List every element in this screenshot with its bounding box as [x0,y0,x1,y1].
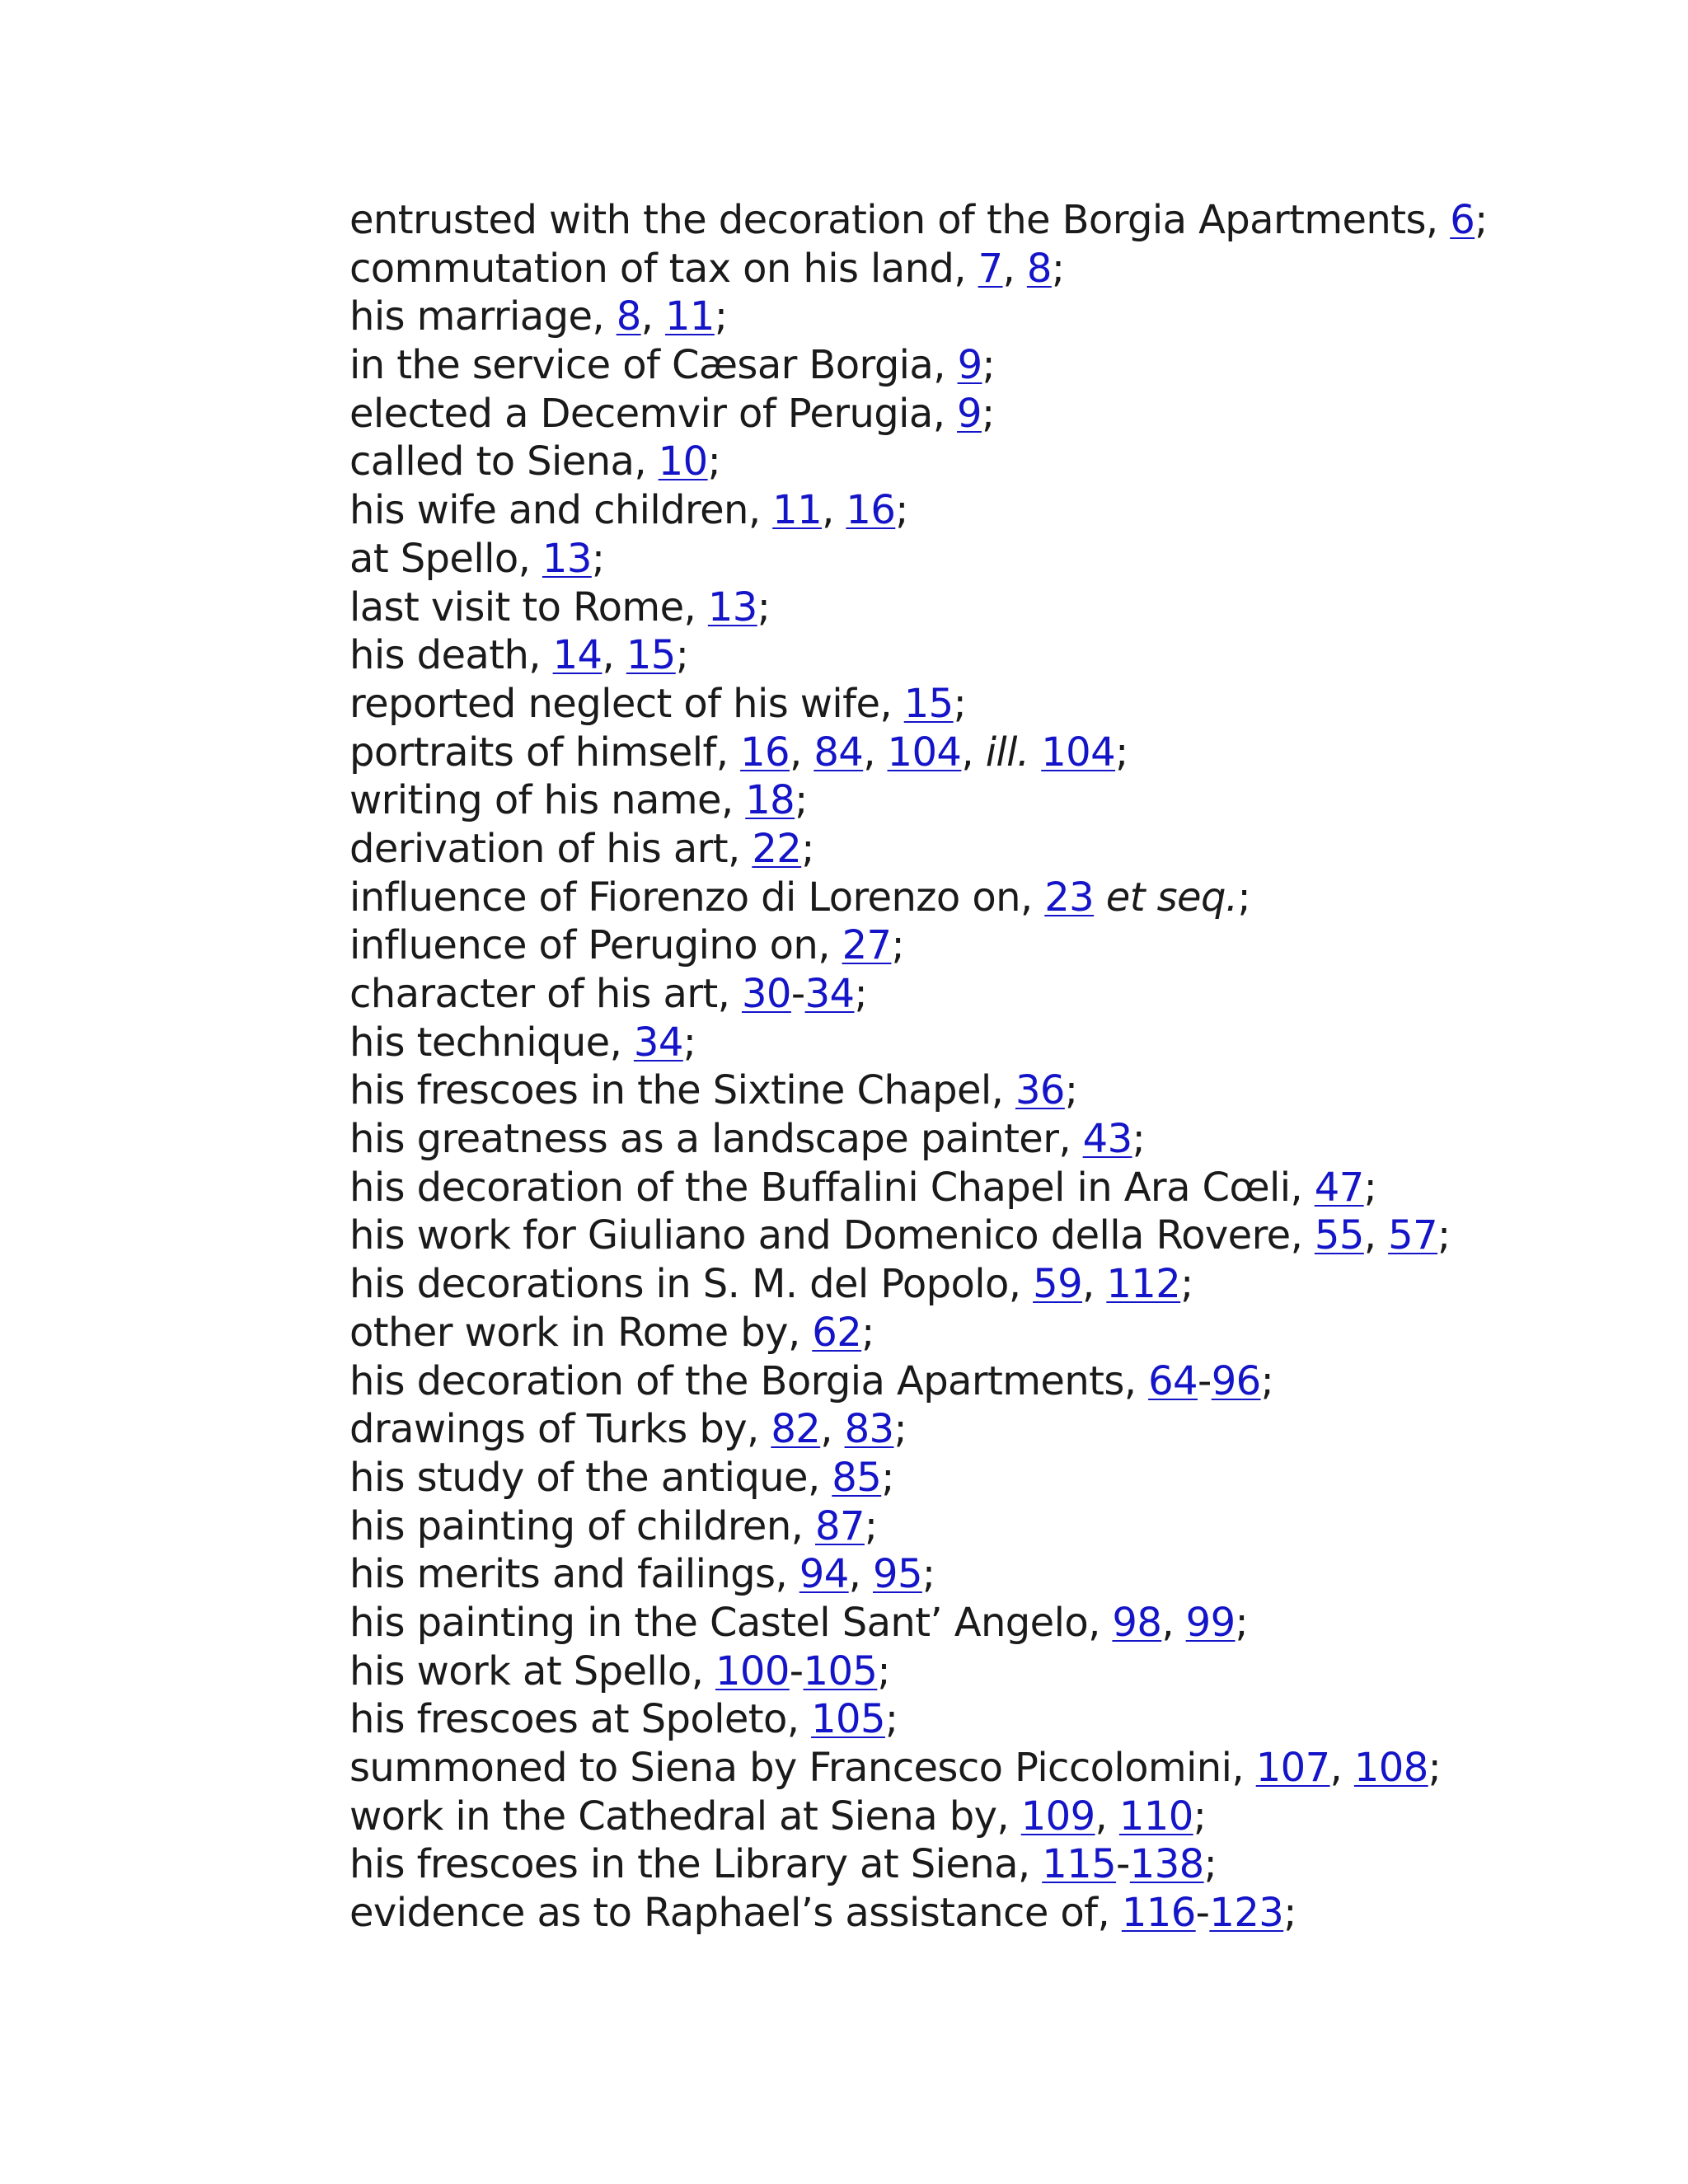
page-link[interactable]: 109 [1020,1793,1095,1840]
index-entry-text: drawings of Turks by, [349,1406,771,1453]
index-entry-text: ; [1064,1067,1078,1114]
page-link[interactable]: 62 [812,1309,862,1356]
index-entry-text: , [640,293,665,340]
page-link[interactable]: 23 [1044,874,1095,921]
page-link[interactable]: 64 [1148,1357,1198,1404]
index-entry-text: - [790,971,805,1017]
page-link[interactable]: 7 [978,245,1003,292]
index-entry-text: , [848,1551,873,1598]
index-entry-text: - [789,1647,804,1694]
index-entry [349,1793,1635,1841]
page-link[interactable]: 112 [1106,1261,1181,1308]
index-entry-text: his work for Giuliano and Domenico della Rovere, [349,1212,1315,1259]
index-entry-text: , [1002,245,1027,292]
page-link[interactable]: 36 [1015,1067,1065,1114]
page-link[interactable]: 105 [803,1647,878,1694]
index-entry-text: ; [861,1309,874,1356]
page-link[interactable]: 10 [658,438,708,485]
index-entry-text: elected a Decemvir of Perugia, [349,390,958,437]
page-link[interactable]: 47 [1314,1164,1364,1211]
index-entry-text: , [822,487,846,534]
page-link[interactable]: 87 [815,1502,865,1549]
page-link[interactable]: 15 [903,680,954,727]
index-entry-text: , [1363,1212,1389,1259]
index-entry-text: , [863,729,888,776]
page-link[interactable]: 16 [740,729,790,776]
index-entry [349,438,1635,486]
index-entry-text: , [1095,1793,1119,1840]
index-entry [349,680,1635,729]
index-entry-text: ; [1260,1357,1274,1404]
index-entry [349,1164,1635,1212]
index-entry [349,729,1635,777]
page-link[interactable]: 15 [626,632,676,679]
page-link[interactable]: 108 [1353,1745,1428,1791]
index-entry-text: ; [1475,197,1488,243]
page-link[interactable]: 34 [804,971,855,1017]
index-entry-text [1094,874,1106,921]
index-entry-text: his painting of children, [349,1502,815,1549]
page-link[interactable]: 11 [664,293,715,340]
index-entry-text: writing of his name, [349,777,746,824]
page-link[interactable]: 100 [715,1647,790,1694]
index-entry-text: ; [1193,1793,1207,1840]
index-entry-text: ; [707,438,721,485]
index-entry-text: his frescoes in the Sixtine Chapel, [349,1067,1015,1114]
index-entry-text: ; [1363,1164,1377,1211]
index-entry-text: influence of Perugino on, [349,922,842,969]
index-entry-text: his work at Spello, [349,1647,715,1694]
index-entry-text: , [961,729,986,776]
page-link[interactable]: 107 [1255,1745,1330,1791]
index-entry-text: his study of the antique, [349,1454,832,1501]
index-entry [349,1889,1635,1938]
page-link[interactable]: 84 [814,729,864,776]
page-link[interactable]: 6 [1450,197,1475,243]
index-entry [349,1405,1635,1454]
page-link[interactable]: 59 [1033,1261,1083,1308]
index-entry-text: in the service of Cæsar Borgia, [349,342,958,389]
index-entry-text: his frescoes in the Library at Siena, [349,1841,1043,1888]
index-entry-text: , [1082,1261,1107,1308]
index-entry-text: ; [1283,1890,1296,1937]
index-entry-text: ; [1235,1599,1249,1646]
index-entry [349,874,1635,922]
index-entry-text: entrusted with the decoration of the Borgia Apartments, [349,197,1451,243]
index-entry [349,825,1635,874]
page-link[interactable]: 57 [1388,1212,1438,1259]
index-entry-text: ; [1237,874,1251,921]
index-entry-text: ; [1428,1745,1442,1791]
index-entry [349,1550,1635,1599]
index-entry-text: ; [895,487,908,534]
index-entry [349,1599,1635,1647]
index-entry-text: ; [801,825,814,872]
index-entry [349,245,1635,293]
page-link[interactable]: 18 [745,777,795,824]
index-entry-text: ; [1437,1212,1451,1259]
page-link[interactable]: 104 [1041,729,1116,776]
page-link[interactable]: 105 [811,1696,885,1743]
index-entry-text: his death, [349,632,553,679]
index-entry [349,486,1635,535]
index-entry [349,1066,1635,1115]
index-entry-text: influence of Fiorenzo di Lorenzo on, [349,874,1045,921]
index-entry-text: ; [591,535,605,582]
page-link[interactable]: 138 [1129,1841,1204,1888]
page-link[interactable]: 9 [957,342,982,389]
index-entry-text: ; [1203,1841,1217,1888]
index-entry-text: ; [1051,245,1065,292]
index-entry [349,1454,1635,1502]
index-entry-text: his greatness as a landscape painter, [349,1116,1083,1163]
index-entry [349,1744,1635,1793]
index-entry-text: commutation of tax on his land, [349,245,978,292]
index-italic-text: ill. [985,729,1029,776]
index-entry-text: ; [1132,1116,1146,1163]
index-entry-text: his decoration of the Buffalini Chapel in Ara Cœli, [349,1164,1315,1211]
page-link[interactable]: 82 [771,1406,821,1453]
index-entry [349,1840,1635,1889]
page-link[interactable]: 104 [887,729,962,776]
page-link[interactable]: 85 [832,1454,882,1501]
index-entry-text: ; [1115,729,1128,776]
index-entry-text: derivation of his art, [349,825,753,872]
page-link[interactable]: 98 [1112,1599,1162,1646]
index-entry-text: ; [757,583,771,630]
page-link[interactable]: 116 [1121,1890,1196,1937]
index-entry [349,293,1635,341]
page-link[interactable]: 95 [873,1551,922,1598]
index-entry-text: his technique, [349,1019,634,1066]
index-entry [349,1019,1635,1067]
index-entry-text: reported neglect of his wife, [349,680,904,727]
index-entry-text: ; [864,1502,878,1549]
index-entry [349,196,1635,245]
index-entry-text: ; [884,1696,898,1743]
index-entry-text: ; [714,293,728,340]
index-entry-text: ; [881,1454,894,1501]
page-link[interactable]: 13 [707,583,757,630]
index-entry-text: portraits of himself, [349,729,741,776]
index-entry-text: , [602,632,626,679]
index-entry [349,1357,1635,1406]
index-entry [349,1212,1635,1260]
index-entry [349,1647,1635,1696]
page-link[interactable]: 94 [799,1551,849,1598]
page-link[interactable]: 115 [1042,1841,1117,1888]
page-link[interactable]: 34 [633,1019,683,1066]
index-entry-text: ; [891,922,905,969]
index-entry-text: - [1197,1357,1212,1404]
index-entry-text: ; [854,971,868,1017]
index-entry [349,583,1635,632]
index-entry-text: ; [953,680,967,727]
page-link[interactable]: 8 [616,293,641,340]
index-entry [349,535,1635,583]
page-link[interactable]: 96 [1211,1357,1261,1404]
index-entry-text: ; [893,1406,907,1453]
index-entry [349,1309,1635,1357]
index-entry-text: , [1329,1745,1354,1791]
index-entry-list [349,196,1635,1938]
index-entry-text: his wife and children, [349,487,773,534]
index-entry-text: his painting in the Castel Sant’ Angelo, [349,1599,1113,1646]
index-entry-text: other work in Rome by, [349,1309,813,1356]
page-link[interactable]: 123 [1209,1890,1284,1937]
page-link[interactable]: 30 [741,971,791,1017]
index-entry-text: , [820,1406,845,1453]
page-link[interactable]: 55 [1314,1212,1364,1259]
index-entry-text: , [789,729,814,776]
index-entry-text: work in the Cathedral at Siena by, [349,1793,1021,1840]
index-entry [349,1695,1635,1744]
index-entry-text: called to Siena, [349,438,659,485]
index-entry [349,631,1635,680]
page-link[interactable]: 9 [957,390,982,437]
index-entry-text: - [1116,1841,1130,1888]
index-entry-text: last visit to Rome, [349,583,708,630]
page-link[interactable]: 11 [772,487,823,534]
index-entry-text: summoned to Siena by Francesco Piccolomini, [349,1745,1256,1791]
index-entry-text: ; [682,1019,696,1066]
index-entry-text [1029,729,1042,776]
page-link[interactable]: 110 [1118,1793,1193,1840]
index-entry-text: , [1161,1599,1186,1646]
index-entry [349,341,1635,390]
page-link[interactable]: 83 [844,1406,894,1453]
index-entry-text: at Spello, [349,535,542,582]
page-link[interactable]: 8 [1026,245,1052,292]
index-entry [349,970,1635,1019]
index-entry [349,1260,1635,1309]
index-entry [349,776,1635,825]
index-entry-text: ; [982,342,996,389]
page-link[interactable]: 22 [752,825,802,872]
index-entry [349,921,1635,970]
index-entry-text: ; [981,390,995,437]
index-entry-text: his merits and failings, [349,1551,799,1598]
index-italic-text: et seq. [1105,874,1238,921]
page-link[interactable]: 99 [1185,1599,1236,1646]
index-entry-text: his decorations in S. M. del Popolo, [349,1261,1034,1308]
index-entry-text: ; [1180,1261,1193,1308]
page-link[interactable]: 13 [542,535,592,582]
index-entry-text: his marriage, [349,293,617,340]
page-link[interactable]: 14 [552,632,603,679]
index-entry [349,1115,1635,1164]
page-link[interactable]: 16 [846,487,896,534]
index-entry [349,1502,1635,1551]
index-entry-text: ; [877,1647,890,1694]
index-entry-text: ; [675,632,689,679]
page-link[interactable]: 27 [842,922,892,969]
index-entry [349,390,1635,438]
index-entry-text: ; [795,777,808,824]
index-entry-text: his decoration of the Borgia Apartments, [349,1357,1149,1404]
index-entry-text: ; [921,1551,935,1598]
index-entry-text: evidence as to Raphael’s assistance of, [349,1890,1122,1937]
index-entry-text: his frescoes at Spoleto, [349,1696,812,1743]
page-link[interactable]: 43 [1082,1116,1132,1163]
index-entry-text: - [1195,1890,1210,1937]
index-entry-text: character of his art, [349,971,742,1017]
